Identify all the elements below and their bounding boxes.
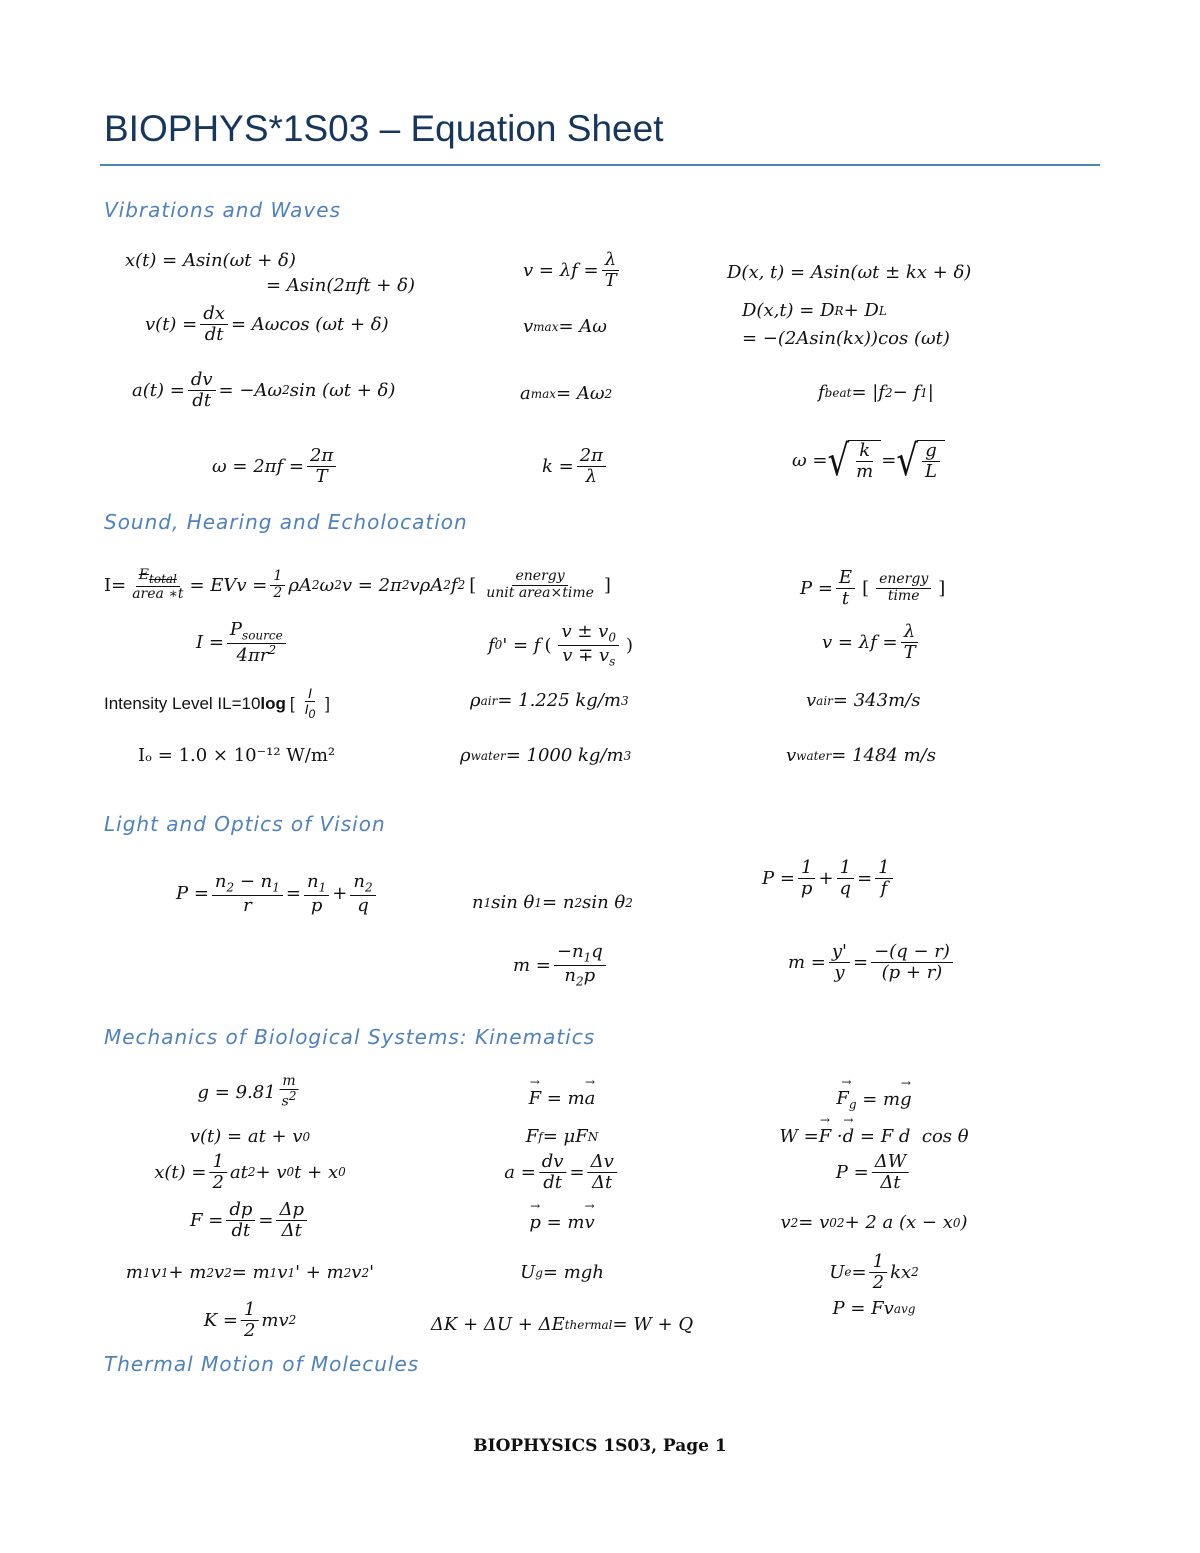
eq-momentum: → p = m → v [529,1212,594,1233]
eq-energy-conservation: ΔK + ΔU + ΔE thermal = W + Q [430,1314,694,1335]
eq-omega: ω = 2πf = $\frac{2\pi}{T}$ [212,446,339,487]
page-title: BIOPHYS*1S03 – Equation Sheet [104,108,664,149]
eq-kinetic-energy: K = $\frac{1}{2}$ mv 2 [203,1299,297,1341]
eq-position-time: x(t) = $\frac{1}{2}$ at 2 + v 0 t + x 0 [154,1151,346,1193]
eq-kinematic-v2: v 2 = v 0 2 + 2 a (x − x 0 ) [780,1212,968,1233]
eq-vmax: v max = Aω [523,316,607,337]
eq-power-mech: P = $\frac{\Delta W}{\Delta t}$ [836,1152,912,1193]
eq-lens-power: P = $\frac{1}{p}$ + $\frac{1}{q}$ = $\frac{1}{f}$ [762,858,896,899]
eq-superposition: D(x,t) = D R + D L [742,300,887,321]
eq-doppler: f 0 ' = f ( $\frac{v \pm v_0}{v \mp v_s}$ ) [488,621,634,669]
eq-momentum-conservation: m 1 v 1 + m 2 v 2 = m 1 v 1 ' + m 2 v 2 ' [125,1262,375,1283]
eq-density-water: ρ water = 1000 kg/m 3 [460,745,632,766]
eq-intensity-energy: I= $\frac{E_{total}}{\text{area ∗t}}$ = EVv = $\frac{1}{2}$ ρA 2 ω 2 v = 2π 2 vρA 2 f 2 [ $\frac{\text{energy}}{\text{unit area×time}}$ ] [104,567,611,602]
eq-elastic-pe: U e = $\frac{1}{2}$ kx 2 [829,1251,919,1293]
eq-gravity-constant: g = 9.81 $\frac{m}{s^2}$ [198,1074,303,1110]
eq-position: x(t) = Asin(ωt + δ) [125,250,296,271]
page-footer: BIOPHYSICS 1S03, Page 1 [473,1436,727,1456]
eq-natural-frequency: ω = √ $\frac{k}{m}$ = √ $\frac{g}{L}$ [792,440,945,482]
eq-velocity: v(t) = $\frac{dx}{dt}$ = Aωcos (ωt + δ) [145,303,389,345]
eq-acceleration-def: a = $\frac{dv}{dt}$ = $\frac{\Delta v}{\Delta t}$ [504,1152,620,1193]
section-sound-hearing: Sound, Hearing and Echolocation [104,510,468,534]
eq-velocity-time: v(t) = at + v 0 [189,1126,311,1147]
title-underline [100,164,1100,166]
eq-beat-frequency: f beat = |f 2 − f 1 | [818,382,934,403]
eq-force-momentum: F = $\frac{dp}{dt}$ = $\frac{\Delta p}{\Delta t}$ [190,1200,310,1241]
eq-position-cont: = Asin(2πft + δ) [266,275,415,296]
eq-snell: n 1 sin θ 1 = n 2 sin θ 2 [472,892,633,913]
eq-magnification-lens: m = $\frac{y'}{y}$ = $\frac{-(q - r)}{(p + r)}$ [788,942,956,983]
eq-acceleration: a(t) = $\frac{dv}{dt}$ = −Aω 2 sin (ωt + δ) [132,369,396,411]
eq-intensity-source: I = $\frac{P_{source}}{4\pi r^2}$ [196,620,289,666]
eq-speed-air: v air = 343m/s [806,690,921,711]
eq-density-air: ρ air = 1.225 kg/m 3 [470,690,629,711]
eq-refracting-power: P = $\frac{n_2 - n_1}{r}$ = $\frac{n_1}{p}$ + $\frac{n_2}{q}$ [176,872,379,916]
eq-magnification-refraction: m = $\frac{-n_1q}{n_2p}$ [513,942,609,989]
section-vibrations-waves: Vibrations and Waves [104,198,341,222]
eq-power-velocity: P = Fv avg [832,1298,916,1319]
eq-wave-speed: v = λf = $\frac{\lambda}{T}$ [523,250,623,291]
eq-weight: → $F_g$ = m → g [836,1088,911,1112]
section-thermal-motion: Thermal Motion of Molecules [104,1352,420,1376]
eq-power: P = $\frac{E}{t}$ [ $\frac{\text{energy}}{\text{time}}$ ] [800,567,946,609]
eq-threshold-intensity: Iₒ = 1.0 × 10⁻¹² W/m² [138,745,336,766]
eq-amax: a max = Aω 2 [520,383,613,404]
eq-speed-water: v water = 1484 m/s [786,745,936,766]
eq-gravitational-pe: U g = mgh [520,1262,604,1283]
eq-work: W = → F · → d = F d cos θ [779,1126,968,1147]
eq-standing-wave: = −(2Asin(kx))cos (ωt) [742,328,950,349]
eq-intensity-level: Intensity Level IL=10 log [ $\frac{I}{I_0}$ ] [104,685,330,722]
eq-wave-speed-sound: v = λf = $\frac{\lambda}{T}$ [822,622,922,663]
eq-traveling-wave: D(x, t) = Asin(ωt ± kx + δ) [727,262,972,283]
section-light-optics: Light and Optics of Vision [104,812,386,836]
eq-newton-second: → F = m → a [529,1088,596,1109]
section-mechanics-kinematics: Mechanics of Biological Systems: Kinematics [104,1025,596,1049]
eq-friction: F f = μF N [525,1126,599,1147]
eq-wavenumber: k = $\frac{2\pi}{\lambda}$ [542,446,609,487]
